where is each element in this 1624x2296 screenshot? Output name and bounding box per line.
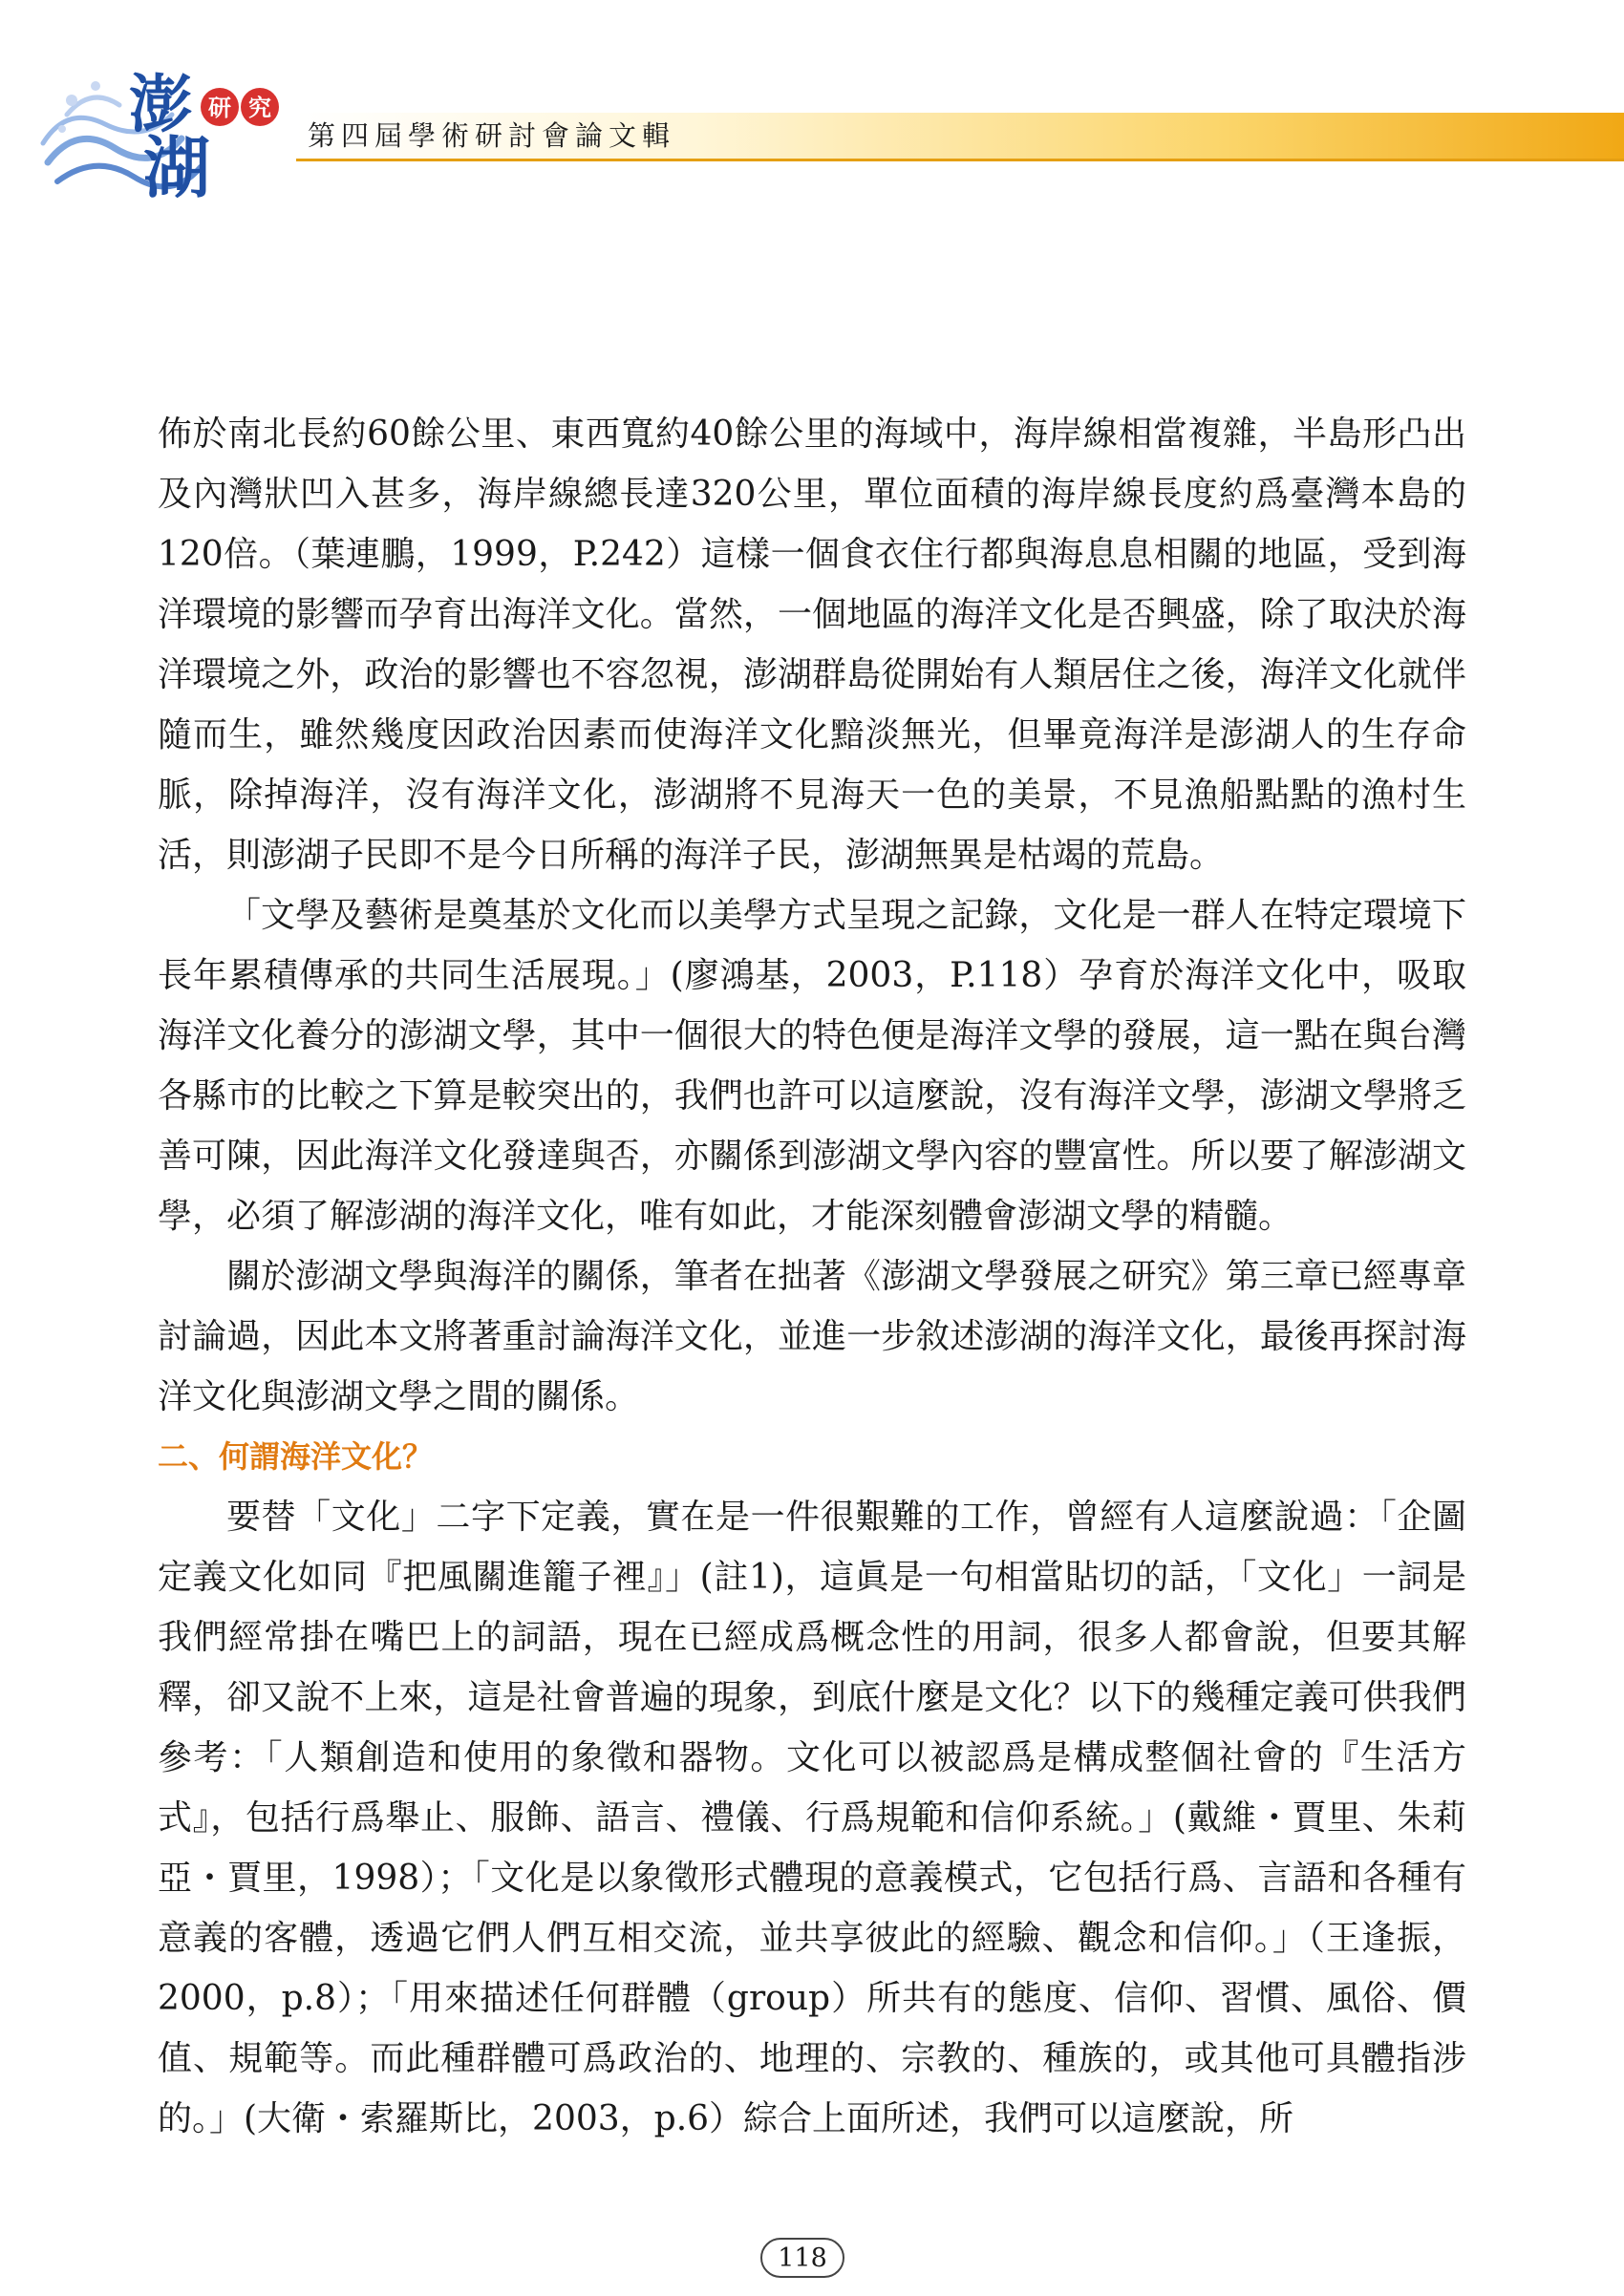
series-title: 第四屆學術研討會論文輯 — [308, 119, 676, 152]
page-number: 118 — [760, 2238, 844, 2278]
svg-text:澎: 澎 — [129, 67, 192, 141]
page-header — [0, 0, 1624, 207]
paragraph-1: 佈於南北長約60餘公里、東西寬約40餘公里的海域中，海岸線相當複雜，半島形凸出及內灣狀凹入甚多，海岸線總長達320公里，單位面積的海岸線長度約爲臺灣本島的120倍。（葉連鵬，1999，P.242）這樣一個食衣住行都與海息息相關的地區，受到海洋環境的影響而孕育出海洋文化。當然，一個地區的海洋文化是否興盛，除了取決於海洋環境之外，政治的影響也不容忽視，澎湖群島從開始有人類居住之後，海洋文化就伴隨而生，雖然幾度因政治因素而使海洋文化黯淡無光，但畢竟海洋是澎湖人的生存命脈，除掉海洋，沒有海洋文化，澎湖將不見海天一色的美景，不見漁船點點的漁村生活，則澎湖子民即不是今日所稱的海洋子民，澎湖無異是枯竭的荒島。 — [158, 415, 1466, 875]
penghu-research-logo — [38, 48, 296, 210]
svg-text:湖: 湖 — [143, 128, 210, 207]
section-heading: 二、何謂海洋文化？ — [158, 1438, 434, 1475]
svg-text:究: 究 — [248, 95, 271, 121]
svg-text:研: 研 — [208, 95, 231, 121]
paragraph-3: 關於澎湖文學與海洋的關係，筆者在拙著《澎湖文學發展之研究》第三章已經專章討論過，因此本文將著重討論海洋文化，並進一步敘述澎湖的海洋文化，最後再探討海洋文化與澎湖文學之間的關係。 — [158, 1257, 1466, 1416]
paragraph-2: 「文學及藝術是奠基於文化而以美學方式呈現之記錄，文化是一群人在特定環境下長年累積傳承的共同生活展現。」(廖鴻基，2003，P.118）孕育於海洋文化中，吸取海洋文化養分的澎湖文學，其中一個很大的特色便是海洋文學的發展，這一點在與台灣各縣市的比較之下算是較突出的，我們也許可以這麼說，沒有海洋文學，澎湖文學將乏善可陳，因此海洋文化發達與否，亦關係到澎湖文學內容的豐富性。所以要了解澎湖文學，必須了解澎湖的海洋文化，唯有如此，才能深刻體會澎湖文學的精髓。 — [158, 896, 1466, 1236]
article-body — [158, 404, 1466, 2149]
paragraph-4: 要替「文化」二字下定義，實在是一件很艱難的工作，曾經有人這麼說過：「企圖定義文化如同『把風關進籠子裡』」(註1)，這眞是一句相當貼切的話，「文化」一詞是我們經常掛在嘴巴上的詞語，現在已經成爲概念性的用詞，很多人都會說，但要其解釋，卻又說不上來，這是社會普遍的現象，到底什麼是文化？以下的幾種定義可供我們參考：「人類創造和使用的象徵和器物。文化可以被認爲是構成整個社會的『生活方式』，包括行爲舉止、服飾、語言、禮儀、行爲規範和信仰系統。」(戴維・賈里、朱莉亞・賈里，1998）；「文化是以象徵形式體現的意義模式，它包括行爲、言語和各種有意義的客體，透過它們人們互相交流，並共享彼此的經驗、觀念和信仰。」（王逢振，2000，p.8）；「用來描述任何群體（group）所共有的態度、信仰、習慣、風俗、價值、規範等。而此種群體可爲政治的、地理的、宗教的、種族的，或其他可具體指涉的。」(大衛・索羅斯比，2003，p.6）綜合上面所述，我們可以這麼說，所 — [158, 1498, 1466, 2138]
header-divider — [296, 159, 1624, 161]
